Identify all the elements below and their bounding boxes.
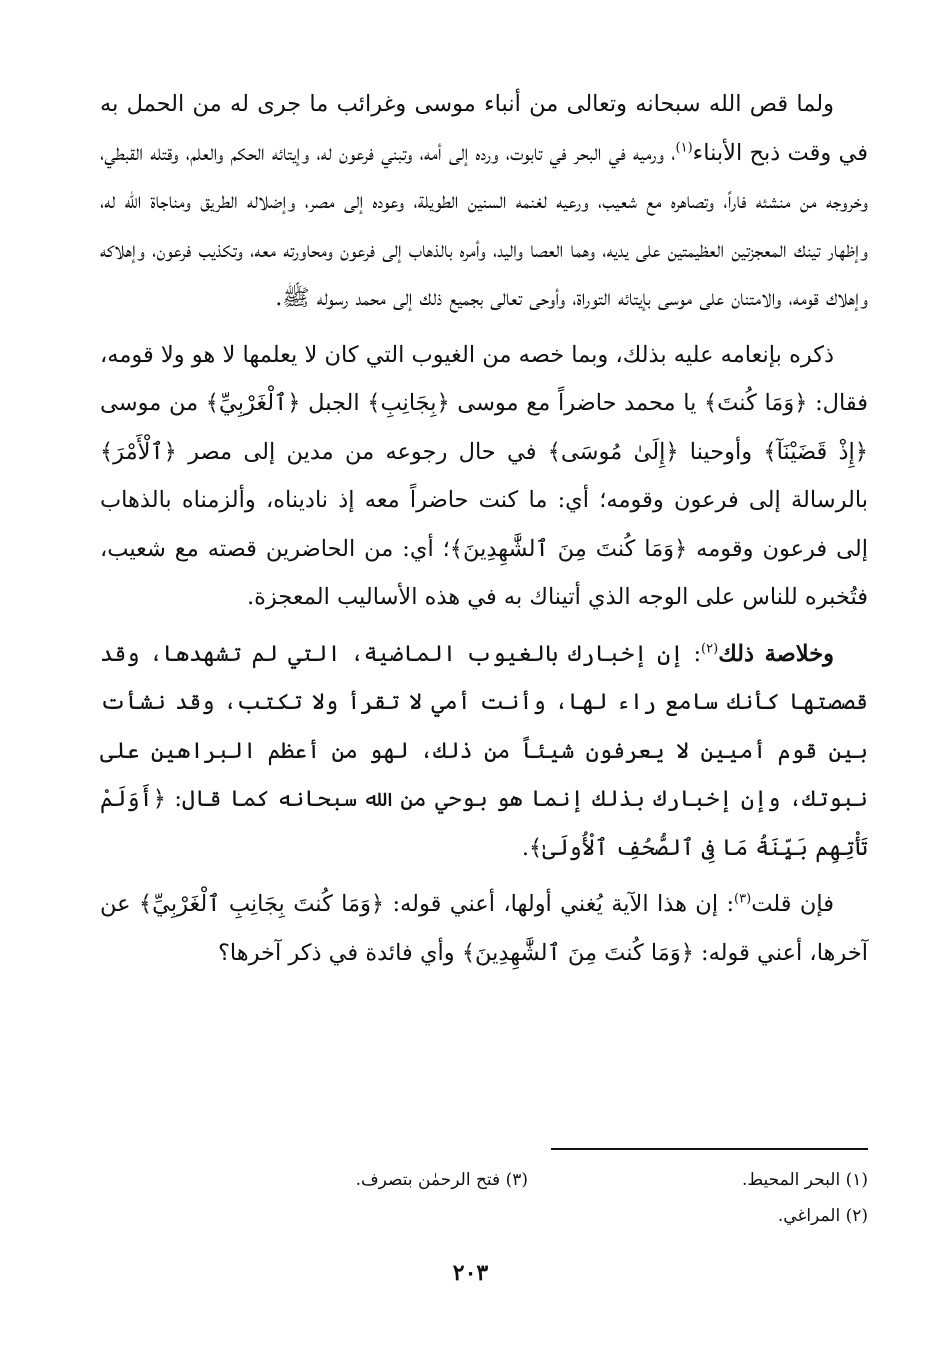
- paragraph-1-text: ولما قص الله سبحانه وتعالى من أنباء موسى وغرائب ما جرى له من الحمل به في وقت ذبح الأبناء: [100, 91, 868, 166]
- paragraph-1-rest: ، ورميه في البحر في تابوت، ورده إلى أمه، وتبني فرعون له، وإيتائه الحكم والعلم، وقتله القبطي، وخروجه من منشئه فاراً، وتصاهره مع شعيب، ورعيه لغنمه السنين الطويلة، وعوده إلى مصر، وإضلاله الطريق ومناجاة الله له، وإظهار تينك المعجزتين العظيمتين على يديه، وهما العصا واليد، وأمره بالذهاب إلى فرعون ومحاورته معه، وتكذيب فرعون، وإهلاكه وإهلاك قومه، والامتنان على موسى بإيتائه التوراة، وأوحى تعالى بجميع ذلك إلى محمد رسوله ﷺ.: [100, 139, 868, 311]
- paragraph-4: [100, 880, 868, 977]
- footnote-ref-3[interactable]: (٣): [734, 891, 752, 907]
- paragraph-2: [100, 331, 868, 622]
- footnote-ref-2[interactable]: (٢): [701, 641, 719, 656]
- paragraph-4-lead: فإن قلت: [751, 891, 834, 917]
- paragraph-3-lead: وخلاصة ذلك: [718, 640, 834, 667]
- paragraph-2-text: ذكره بإنعامه عليه بذلك، وبما خصه من الغيوب التي كان لا يعلمها لا هو ولا قومه، فقال: ﴿وَمَا كُنتَ﴾ يا محمد حاضراً مع موسى ﴿بِجَانِبِ﴾ الجبل ﴿ٱلْغَرْبِيِّ﴾ من موسى ﴿إِذْ قَضَيْنَآ﴾ وأوحينا ﴿إِلَىٰ مُوسَى﴾ في حال رجوعه من مدين إلى مصر ﴿ٱلْأَمْرَ﴾ بالرسالة إلى فرعون وقومه؛ أي: ما كنت حاضراً معه إذ ناديناه، وألزمناه بالذهاب إلى فرعون وقومه ﴿وَمَا كُنتَ مِنَ ٱلشَّٰهِدِينَ﴾؛ أي: من الحاضرين قصته مع شعيب، فتُخبره للناس على الوجه الذي أتيناك به في هذه الأساليب المعجزة.: [100, 341, 868, 610]
- footnote-ref-1[interactable]: (١): [675, 140, 693, 155]
- paragraph-3-rest: : إن إخبارك بالغيوب الماضية، التي لم تشهدها، وقد قصصتها كأنك سامع راء لها، وأنت أمي لا تقرأ ولا تكتب، وقد نشأت بين قوم أميين لا يعرفون شيئاً من ذلك، لهو من أعظم البراهين على نبوتك، وإن إخبارك بذلك إنما هو بوحي من الله سبحانه كما قال: ﴿أَوَلَمْ تَأْتِهِم بَيِّنَةُ مَا فِى ٱلصُّحُفِ ٱلْأُولَىٰ﴾.: [100, 640, 868, 861]
- footnote-3: (٣) فتح الرحمٰن بتصرف.: [355, 1170, 528, 1190]
- footnote-divider: [551, 1148, 868, 1150]
- footnote-row-1: [168, 1162, 868, 1198]
- paragraph-1: [100, 80, 868, 323]
- footnotes: [168, 1162, 868, 1234]
- footnote-2: (٢) المراغي.: [777, 1206, 868, 1226]
- paragraph-4-rest: : إن هذا الآية يُغني أولها، أعني قوله: ﴿وَمَا كُنتَ بِجَانِبِ ٱلْغَرْبِيِّ﴾ عن آخرها، أعني قوله: ﴿وَمَا كُنتَ مِنَ ٱلشَّٰهِدِينَ﴾ وأي فائدة في ذكر آخرها؟: [100, 891, 868, 966]
- page-number: ٢٠٣: [452, 1260, 489, 1286]
- footnote-row-2: [168, 1198, 868, 1234]
- footnote-1: (١) البحر المحيط.: [742, 1170, 868, 1190]
- page-body: [100, 80, 868, 985]
- paragraph-3: [100, 630, 868, 873]
